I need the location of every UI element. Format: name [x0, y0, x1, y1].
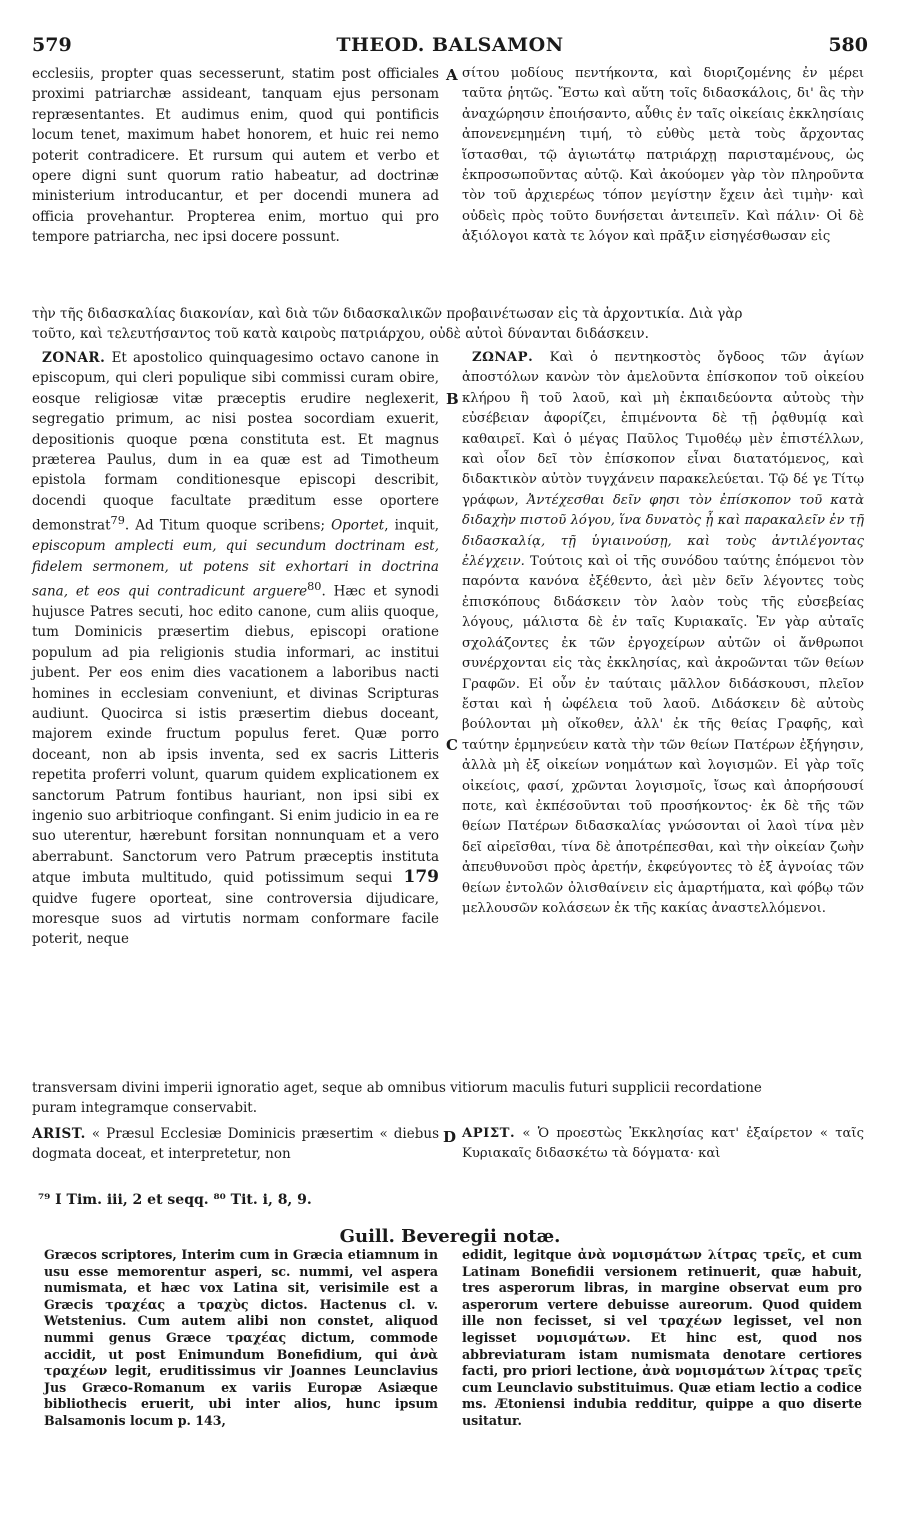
arist-label-greek: ΑΡΙΣΤ. [462, 1126, 516, 1141]
zonar-text-a: Et apostolico quinquagesimo octavo canone in episcopum, qui cleri populique sibi commissi curam obire, eosque religiosæ vitæ præceptis erudire neglexerit, segregatio primum, ac nisi postea socordiam exuerit, depositionis quoque pœna constituta est. Et magnus præterea Paulus, dum in ea quæ est ad Timotheum epistola formam conditionesque episcopi describit, docendi quoque facultate præditum esse oportere demonstrat [32, 350, 439, 534]
greek-paragraph-1: σίτου μοδίους πεντήκοντα, καὶ διοριζομένης ἐν μέρει ταῦτα ῥητῶς. Ἔστω καὶ αὕτη τοῖς διδασκάλοις, δι' ἃς τὴν ἀναχώρησιν ἐποιήσαντο, αὖθις ἐν ταῖς οἰκείαις ἐκκλησίαις ἀπονενεμημένη τιμή, τὸ εὐθὺς μετὰ τοὺς ἄρχοντας ἵστασθαι, τῷ ἀγιωτάτῳ πατριάρχῃ παρισταμένους, ὡς ἐκπροσωποῦντας αὐτῷ. Καὶ ἀκούομεν γὰρ τὸν πληροῦντα τὸν τοῦ ἀρχιερέως τόπον μεγίστην ἔχειν ἀεὶ τιμὴν· καὶ οὐδεὶς πρὸς τοῦτο δυνήσεται ἀντειπεῖν. Καὶ πάλιν· Οἱ δὲ ἀξιόλογοι κατὰ τε λόγον καὶ πρᾶξιν εἰσηγέσθωσαν εἰς [462, 66, 864, 245]
greek-arist-section [462, 1124, 864, 1165]
arist-text-greek: « Ὁ προεστὼς Ἐκκλησίας κατ' ἐξαίρετον « ταῖς Κυριακαῖς διδασκέτω τὰ δόγματα· καὶ [462, 1126, 864, 1162]
zonar-italic-2: episcopum amplecti eum, qui secundum doctrinam est, fidelem sermonem, ut potens sit exhortari in doctrina sana, et eos qui contradicunt arguere [32, 538, 439, 600]
greek-zonaras-paragraph [462, 348, 864, 919]
margin-marker-d: D [443, 1128, 457, 1146]
notes-column-right [462, 1247, 862, 1430]
zonar-text-e: quidve fugere oporteat, sine controversia dijudicare, moresque suos ad virtutis normam conformare facile poterit, neque [32, 890, 439, 948]
page-number-right: 580 [828, 34, 868, 56]
zonar-italic-1: Oportet [331, 517, 385, 534]
zonar-label-greek: ΖΩΝΑΡ. [472, 350, 534, 365]
footnote-ref-79: 79 [110, 514, 125, 528]
latin-zonaras-paragraph [32, 348, 439, 950]
zonar-text-d: . Hæc et synodi hujusce Patres secuti, hoc edito canone, cum aliis quoque, tum Dominicis præsertim diebus, episcopi oratione populum ad pia religionis studia informari, ac institui jubent. Per eos enim dies vacationem a laboribus nacti homines in ecclesiam conveniunt, et divinas Scripturas audiunt. Quocirca si istis præsertim diebus doceant, majorem exinde fructum populus feret. Quæ porro doceant, non ab ipsis inventa, sed ex sacris Litteris repetita proferri volunt, quarum quidem explicationem ex sanctorum Patrum fontibus hauriant, non ipsi sibi ex ingenio suo arbitrioque confingant. Si enim judicio in ea re suo uterentur, hærebunt forsitan nonnunquam et a vero aberrabunt. Sanctorum vero Patrum præceptis instituta atque imbuta multitudo, quid potissimum sequi [32, 583, 439, 887]
running-title: THEOD. BALSAMON [336, 34, 564, 56]
greek-zonar-text-a: Καὶ ὁ πεντηκοστὸς ὄγδοος τῶν ἁγίων ἀποστόλων κανὼν τὸν ἀμελοῦντα ἐπίσκοπον τοῦ οἰκείου κλήρου ἢ τοῦ λαοῦ, καὶ μὴ ἐκπαιδεύοντα αὐτοὺς τὴν εὐσέβειαν ἀφορίζει, ἐπιμένοντα δὲ τῇ ῥᾳθυμίᾳ καὶ καθαιρεῖ. Καὶ ὁ μέγας Παῦλος Τιμοθέῳ μὲν ἐπιστέλλων, καὶ οἷον δεῖ τὸν ἐπίσκοπον εἶναι διατατόμενος, καὶ διδακτικὸν αὐτὸν τυγχάνειν παρακελεύεται. Τῷ δέ γε Τίτῳ γράφων, [462, 350, 864, 508]
zonar-text-c: , inquit, [384, 517, 439, 534]
notes-title: Guill. Beveregii notæ. [339, 1226, 561, 1247]
footnotes: ⁷⁹ I Tim. iii, 2 et seqq. ⁸⁰ Tit. i, 8, 9. [38, 1192, 312, 1208]
latin-arist-section [32, 1124, 439, 1165]
page-number-left: 579 [32, 34, 72, 56]
greek-zonar-text-b: Τούτοις καὶ οἱ τῆς συνόδου ταύτης ἑπόμενοι τὸν παρόντα κανόνα ἐξέθεντο, ἀεὶ μὲν δεῖν λέγοντες τοὺς ἐπισκόπους διδάσκειν τὸν λαὸν τοὺς τῆς εὐσεβείας λόγους, μάλιστα δὲ ἐν ταῖς Κυριακαῖς. Ἐν γὰρ αὐταῖς σχολάζοντες ἐκ τῶν ἐργοχείρων αὐτῶν οἱ ἄνθρωποι συνέρχονται εἰς τὰς ἐκκλησίας, καὶ ἀκροῶνται τῶν θείων Γραφῶν. Εἰ οὖν ἐν ταύταις μᾶλλον διδάσκουσι, πλεῖον ἔσται καὶ ἡ ὠφέλεια τοῦ λαοῦ. Διδάσκειν δὲ αὐτοὺς βούλονται μὴ οἴκοθεν, ἀλλ' ἐκ τῆς θείας Γραφῆς, καὶ ταύτην ἑρμηνεύειν κατὰ τὴν τῶν θείων Πατέρων ἐξήγησιν, ἀλλὰ μὴ ἐξ οἰκείων νοημάτων καὶ λογισμῶν. Εἰ γὰρ τοῖς οἰκείοις, φασί, χρῶνται λογισμοῖς, ἴσως καὶ ἀπορήσουσί ποτε, καὶ ἐκπέσοῦνται τοῦ προσήκοντος· ἐκ δὲ τῆς τῶν θείων Πατέρων διδασκαλίας γνώσονται οἱ λαοὶ τίνα μὲν δεῖ αἱρεῖσθαι, τίνα δὲ ἀποτρέπεσθαι, καὶ τὴν οἰκείαν ζωὴν ἀπευθυνοῦσι πρὸς ἀρετήν, ἐκφεύγοντες τὸ ἐξ ἀγνοίας τῶν θείων ἐντολῶν ὀλισθαίνειν εἰς ἁμαρτήματα, καὶ φόβῳ τῶν μελλουσῶν κολάσεων ἐκ τῆς κακίας ἀναστελλόμενοι. [462, 554, 864, 916]
latin-column-top [32, 64, 439, 248]
arist-label-latin: ARIST. [32, 1126, 86, 1142]
footnote-ref-80: 80 [307, 579, 322, 593]
zonar-label-latin: ZONAR. [42, 350, 106, 366]
notes-text-right: edidit, legitque ἀνὰ νομισμάτων λίτρας τρεῖς, et cum Latinam Bonefidii versionem retinuerit, quæ habuit, tres asperorum libras, in margine observat eum pro asperorum vertere debuisse aureorum. Quod quidem ille non fecisset, si vel τραχέων legisset, vel non legisset νομισμάτων. Et hinc est, quod nos abbreviaturam istam numismata denotare certiores facti, pro priori lectione, ἀνὰ νομισμάτων λίτρας τρεῖς cum Leunclavio substituimus. Quæ etiam lectio a codice ms. Ætoniensi indubia redditur, quippe a quo diserte usitatur. [462, 1247, 862, 1428]
inline-page-number: 179 [403, 867, 439, 888]
zonar-text-b: . Ad Titum quoque scribens; [124, 517, 332, 534]
latin-span-line-3: transversam divini imperii ignoratio aget, seque ab omnibus vitiorum maculis futuri supplicii recordatione [32, 1080, 762, 1096]
notes-column-left [44, 1247, 438, 1430]
greek-zonar-italic: Ἀντέχεσθαι δεῖν φησι τὸν ἐπίσκοπον τοῦ κατὰ διδαχὴν πιστοῦ λόγου, ἵνα δυνατὸς ᾖ καὶ παρακαλεῖν ἐν τῇ διδασκαλίᾳ, τῇ ὑγιαινούσῃ, καὶ τοὺς ἀντιλέγοντας ἐλέγχειν. [462, 492, 864, 570]
greek-zonaras-section [462, 348, 864, 919]
margin-marker-b: B [446, 390, 459, 408]
page-header [32, 34, 868, 60]
margin-marker-a: A [446, 66, 458, 84]
notes-text-left: Græcos scriptores, Interim cum in Græcia etiamnum in usu esse memorentur asperi, sc. nummi, vel aspera numismata, et hæc vox Latina sit, verisimile est a Græcis τραχέας a τραχὺς dictos. Hactenus cl. v. Wetstenius. Cum autem alibi non constet, aliquod nummi genus Græce τραχέας dictum, commode accidit, ut post Enimundum Bonefidium, qui ἀνὰ τραχέων legit, eruditissimus vir Joannes Leunclavius Jus Græco-Romanum ex variis Europæ Asiæque bibliothecis eruerit, ubi inter alios, hunc ipsum Balsamonis locum p. 143, [44, 1247, 438, 1428]
margin-marker-c: C [446, 736, 458, 754]
greek-arist-paragraph [462, 1124, 864, 1165]
latin-paragraph-1: ecclesiis, propter quas secesserunt, statim post officiales proximi patriarchæ assideant, tanquam ejus personam repræsentantes. Et audimus enim, quod qui pontificis locum tenet, maximum habet honorem, et huic rei nemo poterit contradicere. Et rursum qui autem et verbo et opere digni sunt quorum ratio habeatur, ad doctrinæ ministerium introducantur, et per docendi munera ad officia provehantur. Propterea enim, mortuo qui pro tempore patriarcha, nec ipsi docere possunt. [32, 66, 439, 246]
latin-arist-paragraph [32, 1124, 439, 1165]
latin-span-line-4: puram integramque conservabit. [32, 1100, 258, 1116]
greek-span-line-2: τοῦτο, καὶ τελευτήσαντος τοῦ κατὰ καιροὺς πατριάρχου, οὐδὲ αὐτοὶ δύνανται διδάσκειν. [32, 326, 649, 342]
greek-column-top [462, 64, 864, 248]
arist-text-latin: « Præsul Ecclesiæ Dominicis præsertim « diebus dogmata doceat, et interpretetur, non [32, 1126, 439, 1163]
greek-span-line-1: τὴν τῆς διδασκαλίας διακονίαν, καὶ διὰ τῶν διδασκαλικῶν προβαινέτωσαν εἰς τὰ ἀρχοντικία. Διὰ γὰρ [32, 306, 743, 322]
latin-zonaras-section [32, 348, 439, 950]
